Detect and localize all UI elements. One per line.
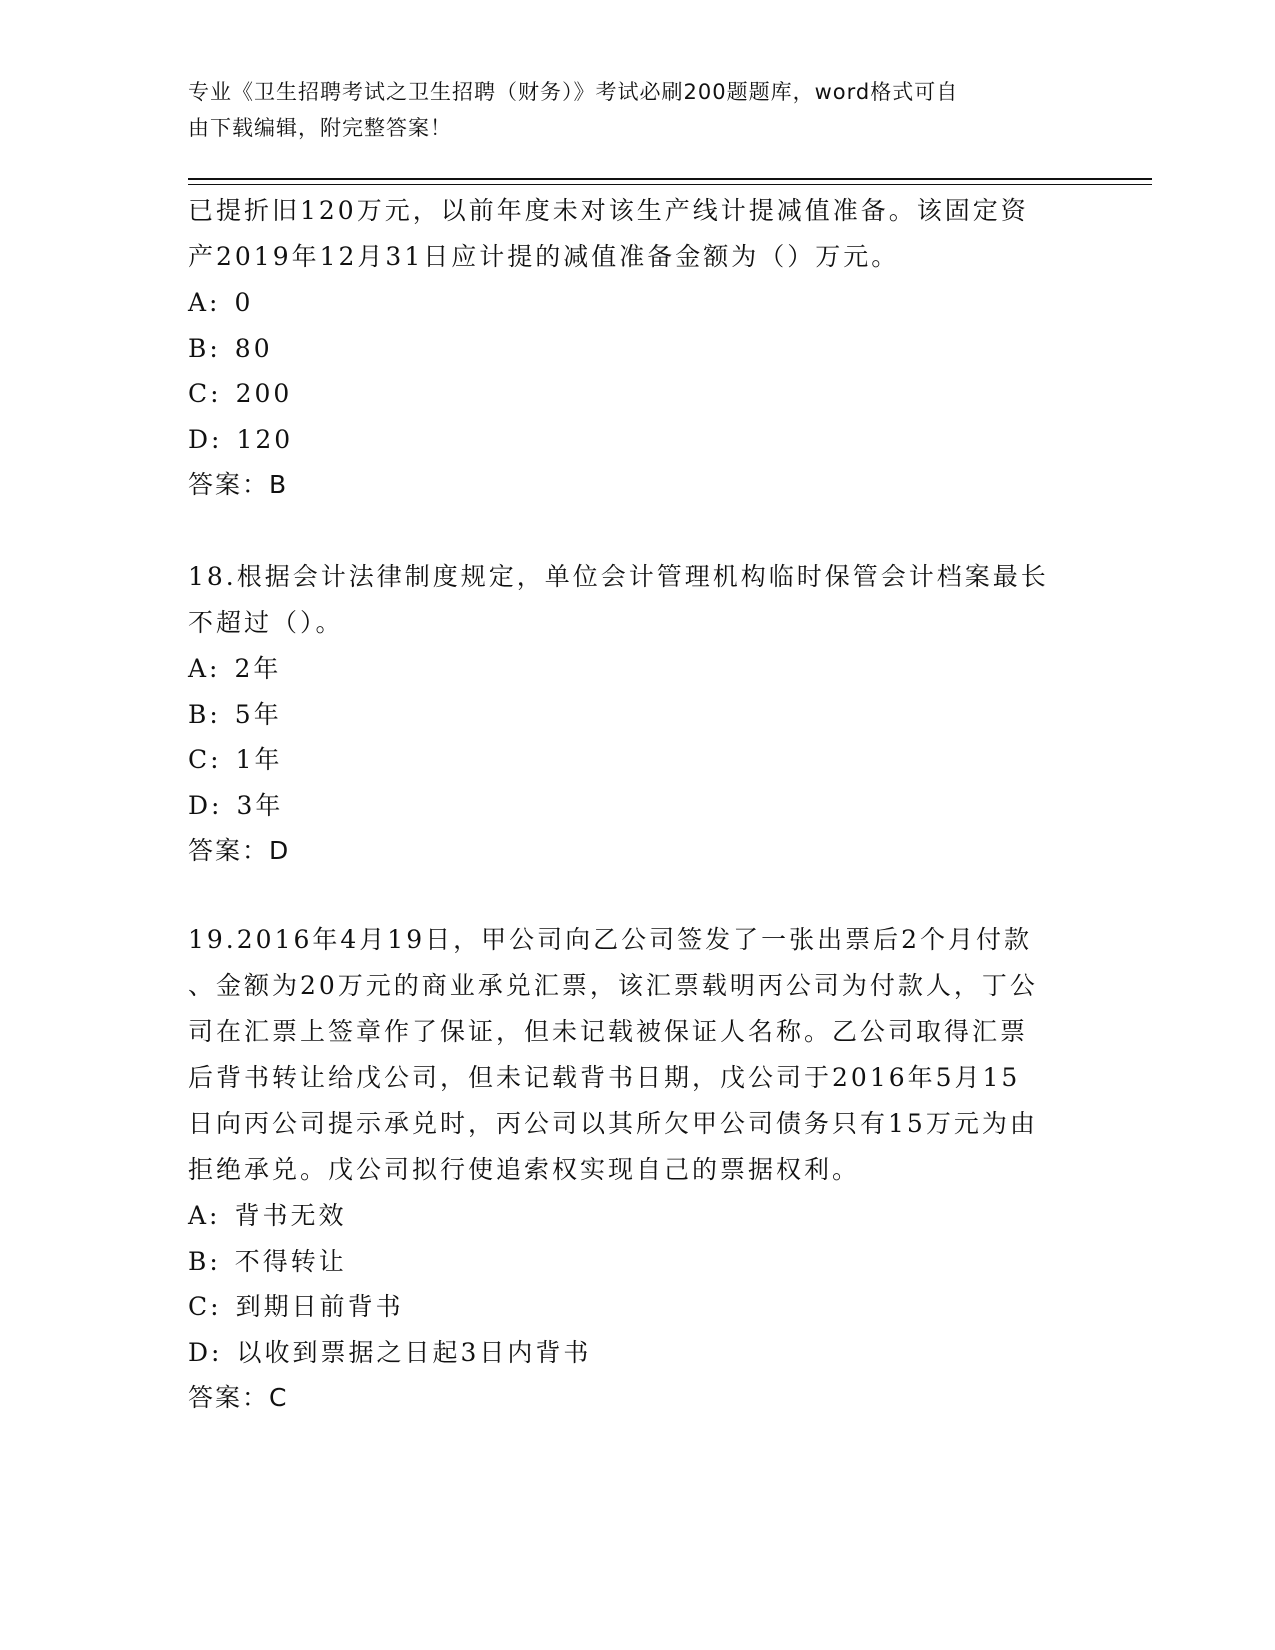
question-line: 产2019年12月31日应计提的减值准备金额为（）万元。 (188, 242, 900, 271)
question-line: 、金额为20万元的商业承兑汇票，该汇票载明丙公司为付款人，丁公 (188, 971, 1038, 1000)
header-divider-thick (188, 178, 1152, 180)
question-line: 日向丙公司提示承兑时，丙公司以其所欠甲公司债务只有15万元为由 (188, 1109, 1038, 1138)
question-line: 后背书转让给戊公司，但未记载背书日期，戊公司于2016年5月15 (188, 1063, 1021, 1092)
option-c: C: 到期日前背书 (188, 1292, 404, 1321)
option-a: A: 0 (188, 288, 254, 317)
question-line: 拒绝承兑。戊公司拟行使追索权实现自己的票据权利。 (188, 1155, 861, 1184)
option-c: C: 200 (188, 379, 293, 408)
option-b: B: 不得转让 (188, 1246, 347, 1276)
header-line-1: 专业《卫生招聘考试之卫生招聘（财务）》考试必刷200题题库，word格式可自 (188, 80, 959, 104)
option-a: A: 2年 (188, 654, 282, 683)
answer-line: 答案：B (188, 470, 289, 499)
header-line-2: 由下载编辑，附完整答案！ (188, 116, 452, 140)
question-line: 19.2016年4月19日，甲公司向乙公司签发了一张出票后2个月付款 (188, 925, 1033, 954)
question-line: 18.根据会计法律制度规定，单位会计管理机构临时保管会计档案最长 (188, 562, 1049, 591)
option-c: C: 1年 (188, 745, 283, 774)
option-d: D: 3年 (188, 790, 284, 820)
question-block (188, 917, 1088, 1421)
answer-line: 答案：C (188, 1383, 289, 1412)
question-line: 司在汇票上签章作了保证，但未记载被保证人名称。乙公司取得汇票 (188, 1017, 1029, 1046)
option-b: B: 80 (188, 333, 273, 363)
option-b: B: 5年 (188, 699, 282, 729)
answer-line: 答案：D (188, 836, 291, 865)
question-block (188, 554, 1088, 874)
option-d: D: 120 (188, 424, 294, 454)
option-d: D: 以收到票据之日起3日内背书 (188, 1337, 592, 1367)
option-a: A: 背书无效 (188, 1201, 347, 1230)
question-line: 不超过（）。 (188, 608, 344, 637)
document-header (188, 74, 1068, 146)
question-line: 已提折旧120万元，以前年度未对该生产线计提减值准备。该固定资 (188, 196, 1029, 225)
question-block (188, 188, 1088, 508)
header-divider-thin (188, 184, 1152, 185)
